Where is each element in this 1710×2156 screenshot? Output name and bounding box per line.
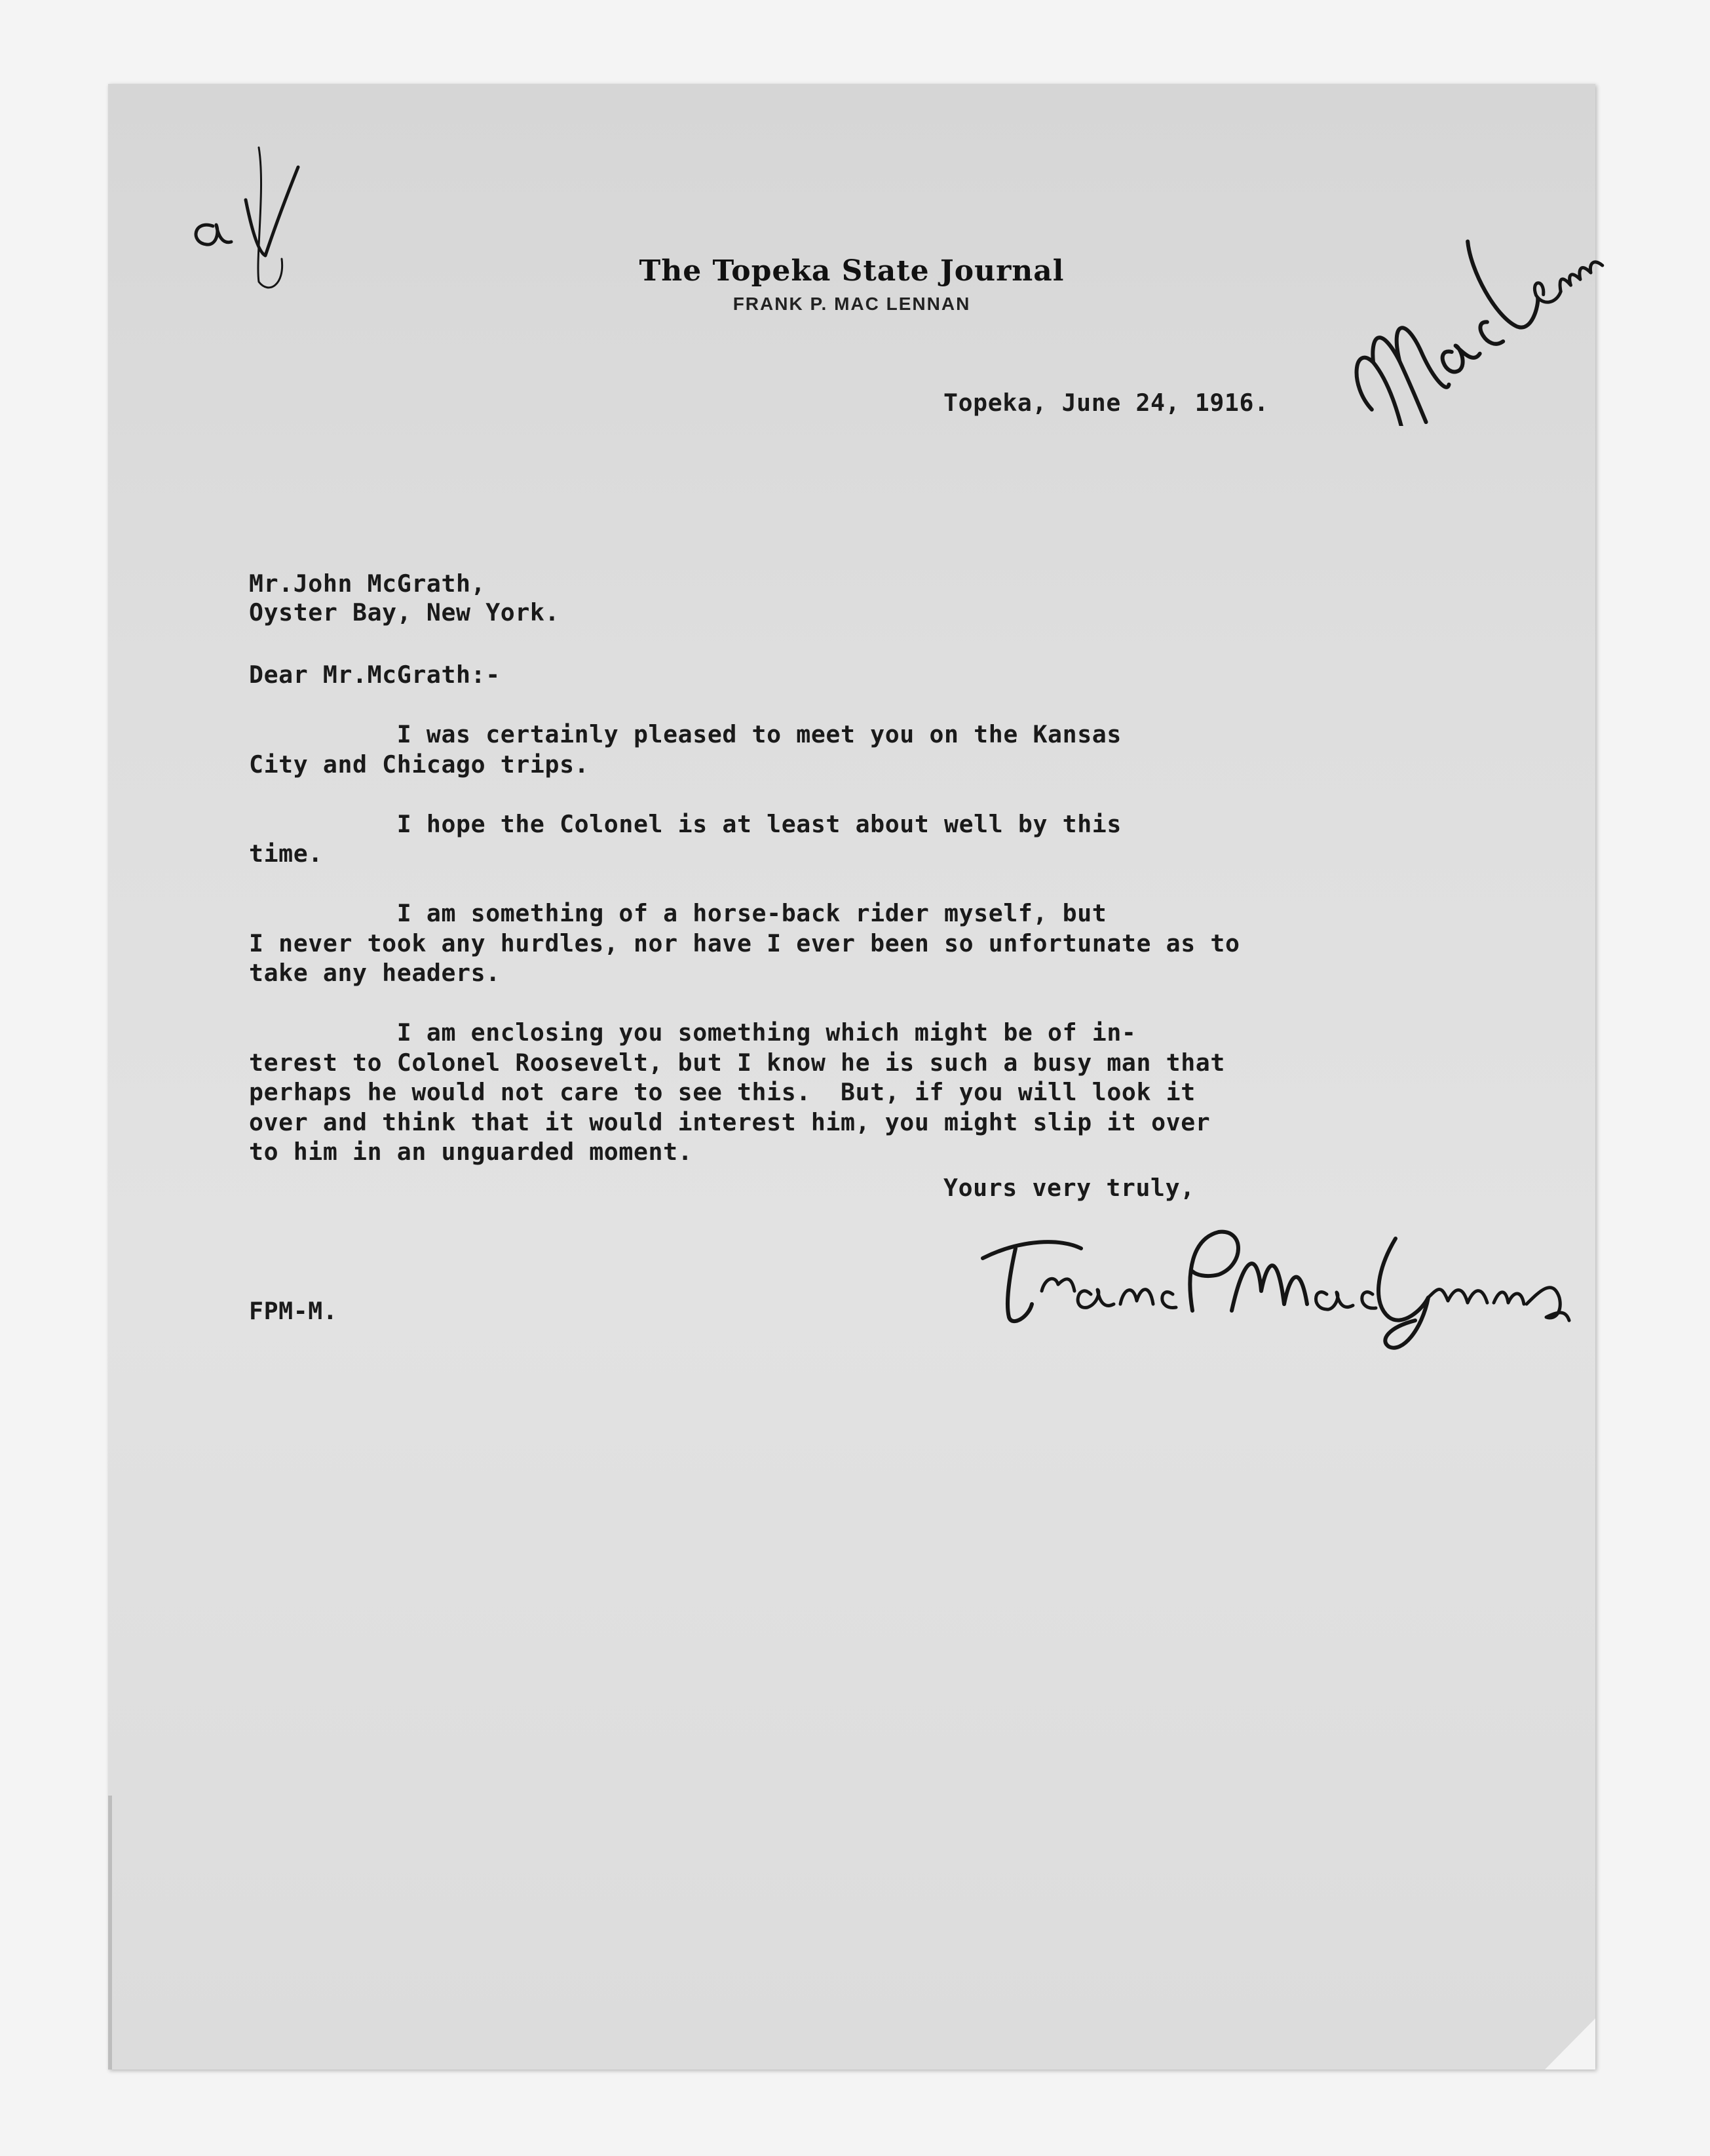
page-curl — [1545, 2018, 1595, 2069]
corner-check-mark — [187, 128, 318, 298]
margin-note-maclennan — [1301, 151, 1608, 426]
body-line: to him in an unguarded moment. — [249, 1138, 693, 1166]
body-line: I was certainly pleased to meet you on the Kansas — [249, 720, 1122, 748]
body-line: City and Chicago trips. — [249, 750, 590, 779]
body-line: perhaps he would not care to see this. But, if you will look it — [249, 1078, 1196, 1106]
body-line: I am enclosing you something which might be of in- — [249, 1018, 1137, 1047]
body-line: I never took any hurdles, nor have I ever been so unfortunate as to — [249, 929, 1240, 957]
salutation: Dear Mr.McGrath:- — [249, 661, 501, 689]
recipient-address: Oyster Bay, New York. — [249, 598, 560, 626]
closing: Yours very truly, — [943, 1174, 1195, 1202]
date-line: Topeka, June 24, 1916. — [943, 389, 1269, 417]
body-line: take any headers. — [249, 959, 501, 987]
body-line: terest to Colonel Roosevelt, but I know he is such a busy man that — [249, 1049, 1225, 1077]
letterhead-title: The Topeka State Journal — [639, 254, 1065, 288]
body-line: time. — [249, 839, 323, 868]
signature — [970, 1212, 1579, 1357]
letterhead-subtitle: FRANK P. MAC LENNAN — [732, 294, 971, 314]
typist-initials: FPM-M. — [249, 1297, 338, 1325]
body-line: I hope the Colonel is at least about well by this — [249, 810, 1122, 838]
sheet-fold-edge — [108, 1796, 112, 2069]
body-line: over and think that it would interest him, you might slip it over — [249, 1108, 1211, 1136]
body-line: I am something of a horse-back rider myself, but — [249, 899, 1107, 927]
recipient-name: Mr.John McGrath, — [249, 569, 486, 598]
